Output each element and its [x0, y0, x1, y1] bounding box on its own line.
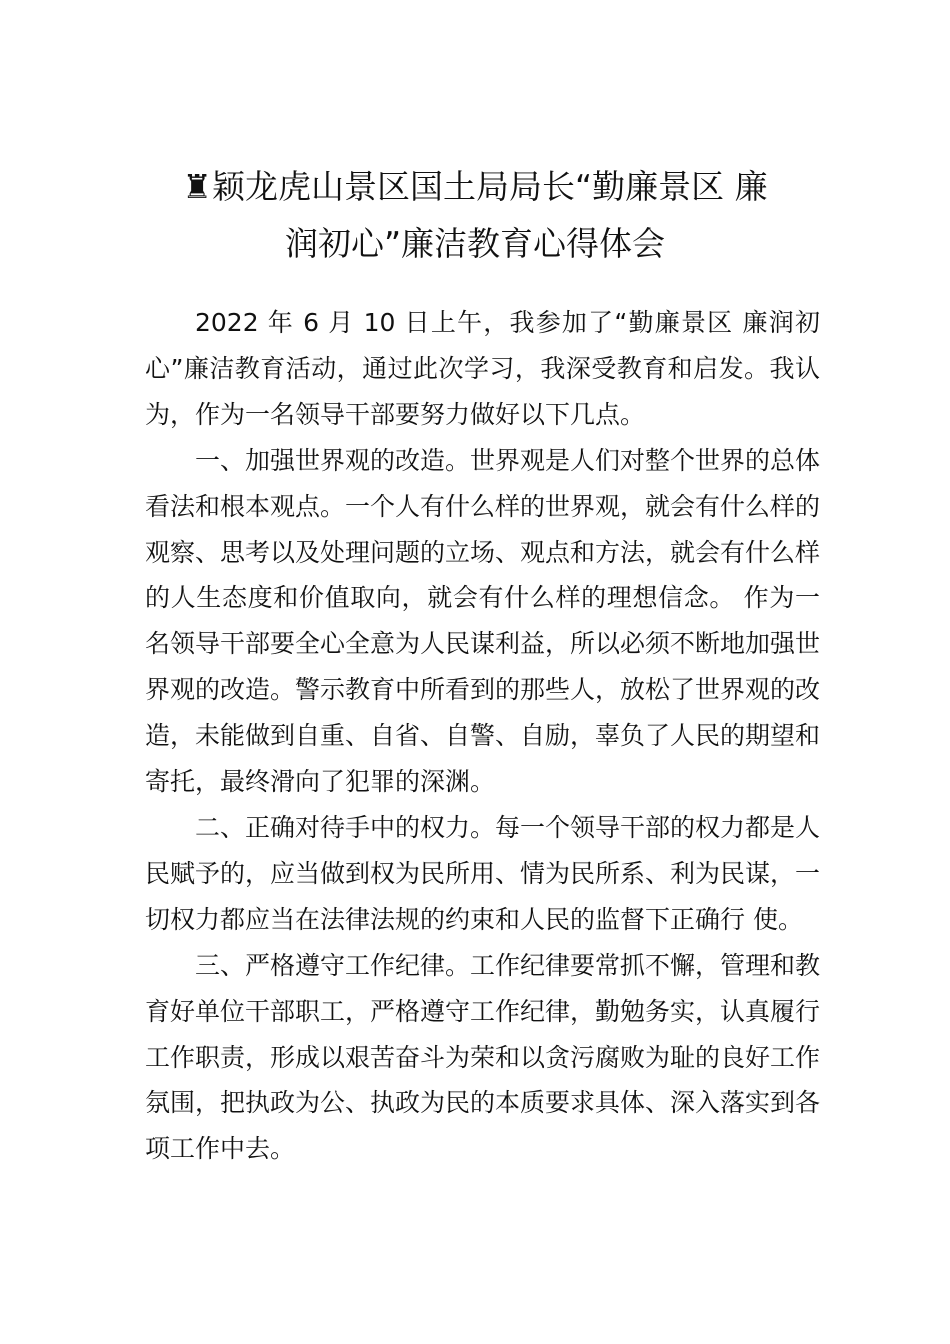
title-line-2: 润初心”廉洁教育心得体会 — [284, 224, 666, 263]
document-body — [145, 300, 820, 1172]
document-title — [140, 158, 810, 272]
paragraph-discipline: 三、严格遵守工作纪律。工作纪律要常抓不懈，管理和教育好单位干部职工，严格遵守工作纪律，勤勉务实，认真履行工作职责，形成以艰苦奋斗为荣和以贪污腐败为耻的良好工作氛围，把执政为公、执政为民的本质要求具体、深入落实到各项工作中去。 — [145, 950, 821, 1164]
paragraph-worldview: 一、加强世界观的改造。世界观是人们对整个世界的总体看法和根本观点。一个人有什么样的世界观，就会有什么样的观察、思考以及处理问题的立场、观点和方法，就会有什么样的人生态度和价值取向，就会有什么样的理想信念。 作为一名领导干部要全心全意为人民谋利益，所以必须不断地加强世界观的改造。警示教育中所看到的那些人，放松了世界观的改造，未能做到自重、自省、自警、自励，辜负了人民的期望和寄托，最终滑向了犯罪的深渊。 — [145, 445, 821, 797]
paragraph-intro: 2022 年 6 月 10 日上午，我参加了“勤廉景区 廉润初心”廉洁教育活动，通过此次学习，我深受教育和启发。我认为，作为一名领导干部要努力做好以下几点。 — [145, 308, 820, 429]
paragraph-power: 二、正确对待手中的权力。每一个领导干部的权力都是人民赋予的，应当做到权为民所用、情为民所系、利为民谋，一切权力都应当在法律法规的约束和人民的监督下正确行 使。 — [145, 812, 821, 934]
title-line-1: ♜颖龙虎山景区国土局局长“勤廉景区 廉 — [182, 167, 768, 206]
